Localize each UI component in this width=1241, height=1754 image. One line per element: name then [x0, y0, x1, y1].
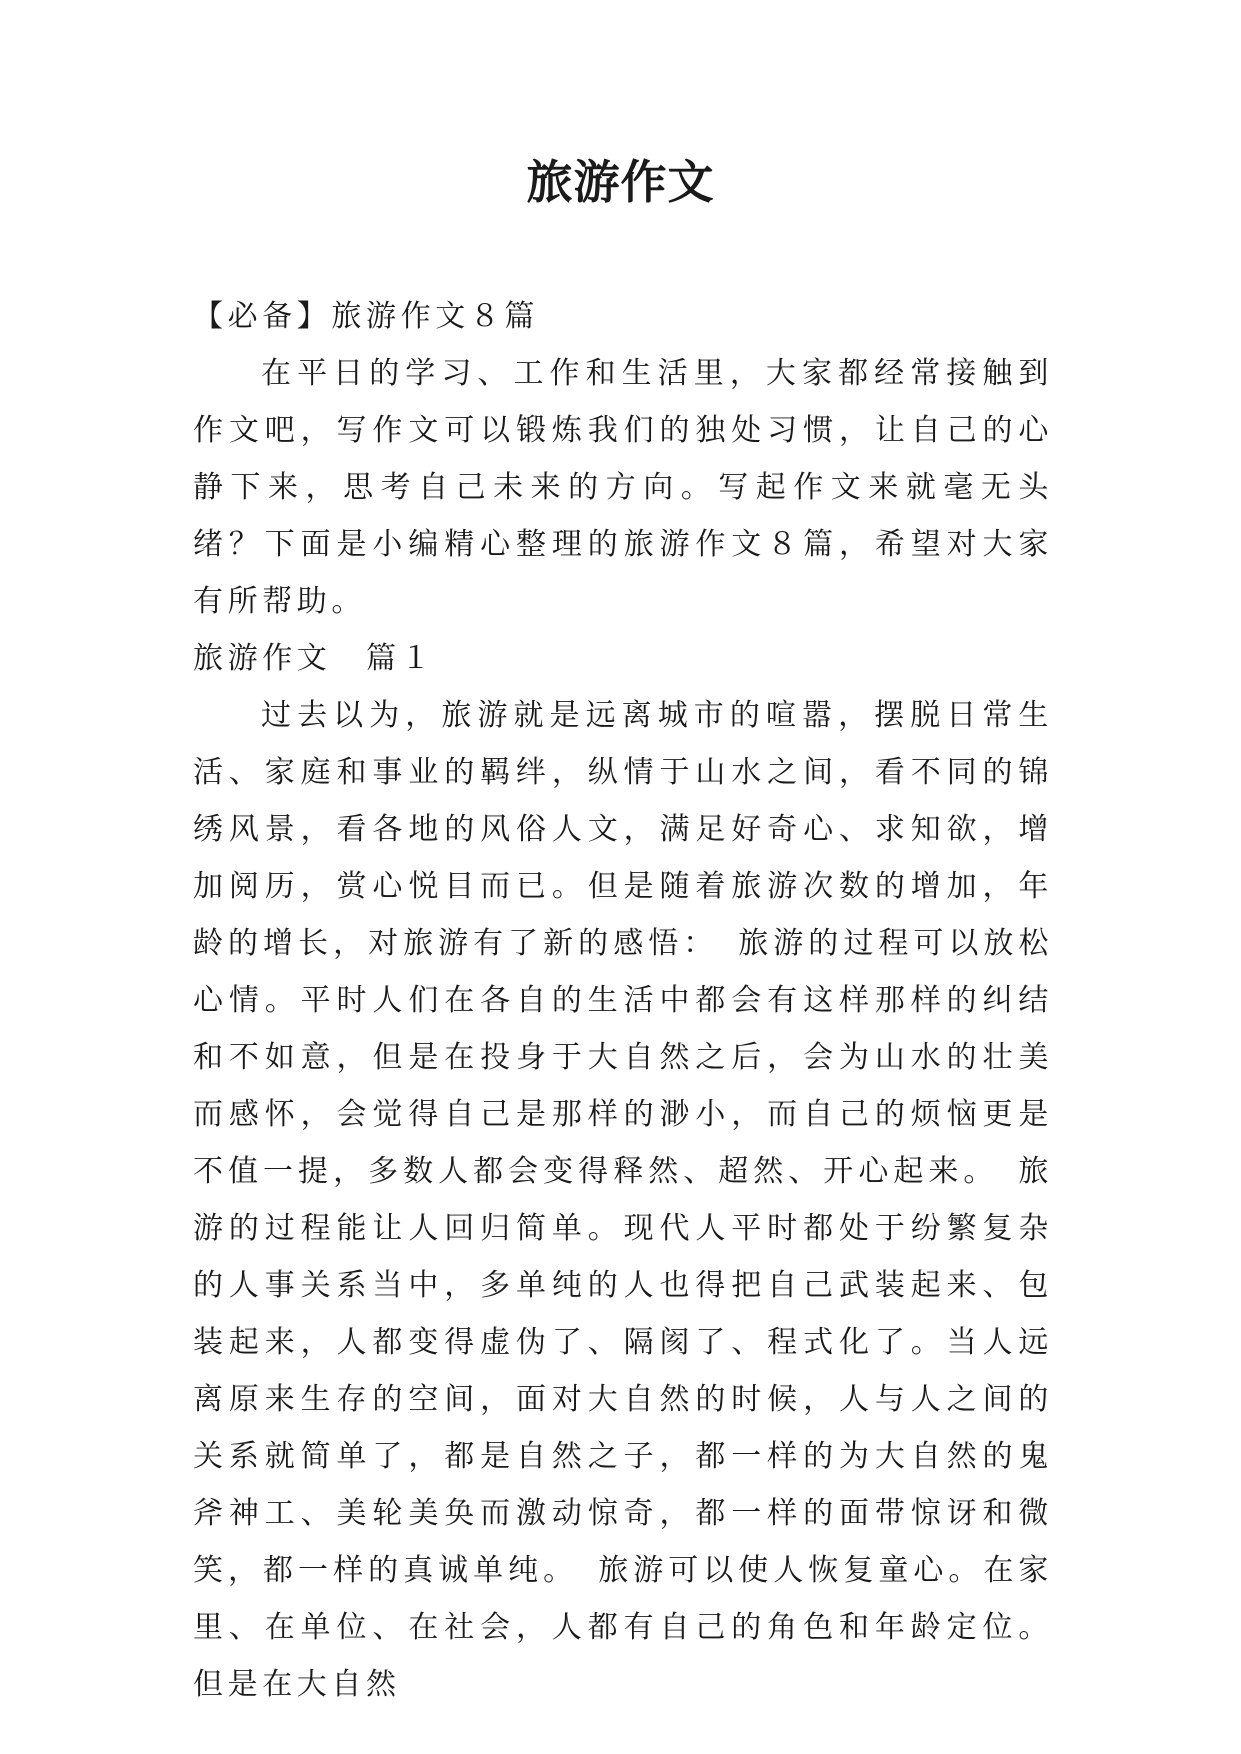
document-body	[193, 288, 1053, 1713]
section-paragraph: 过去以为，旅游就是远离城市的喧嚣，摆脱日常生活、家庭和事业的羁绊，纵情于山水之间，看不同的锦绣风景，看各地的风俗人文，满足好奇心、求知欲，增加阅历，赏心悦目而已。但是随着旅游次数的增加，年龄的增长，对旅游有了新的感悟： 旅游的过程可以放松心情。平时人们在各自的生活中都会有这样那样的纠结和不如意，但是在投身于大自然之后，会为山水的壮美而感怀，会觉得自己是那样的渺小，而自己的烦恼更是不值一提，多数人都会变得释然、超然、开心起来。 旅游的过程能让人回归简单。现代人平时都处于纷繁复杂的人事关系当中，多单纯的人也得把自己武装起来、包装起来，人都变得虚伪了、隔阂了、程式化了。当人远离原来生存的空间，面对大自然的时候，人与人之间的关系就简单了，都是自然之子，都一样的为大自然的鬼斧神工、美轮美奂而激动惊奇，都一样的面带惊讶和微笑，都一样的真诚单纯。 旅游可以使人恢复童心。在家里、在单位、在社会，人都有自己的角色和年龄定位。但是在大自然	[193, 698, 1053, 1702]
document-title: 旅游作文	[526, 155, 715, 209]
document-subtitle: 【必备】旅游作文８篇	[193, 299, 539, 334]
section-heading: 旅游作文 篇１	[193, 641, 436, 676]
intro-paragraph: 在平日的学习、工作和生活里，大家都经常接触到作文吧，写作文可以锻炼我们的独处习惯，让自己的心静下来，思考自己未来的方向。写起作文来就毫无头绪？下面是小编精心整理的旅游作文８篇，希望对大家有所帮助。	[193, 356, 1053, 619]
